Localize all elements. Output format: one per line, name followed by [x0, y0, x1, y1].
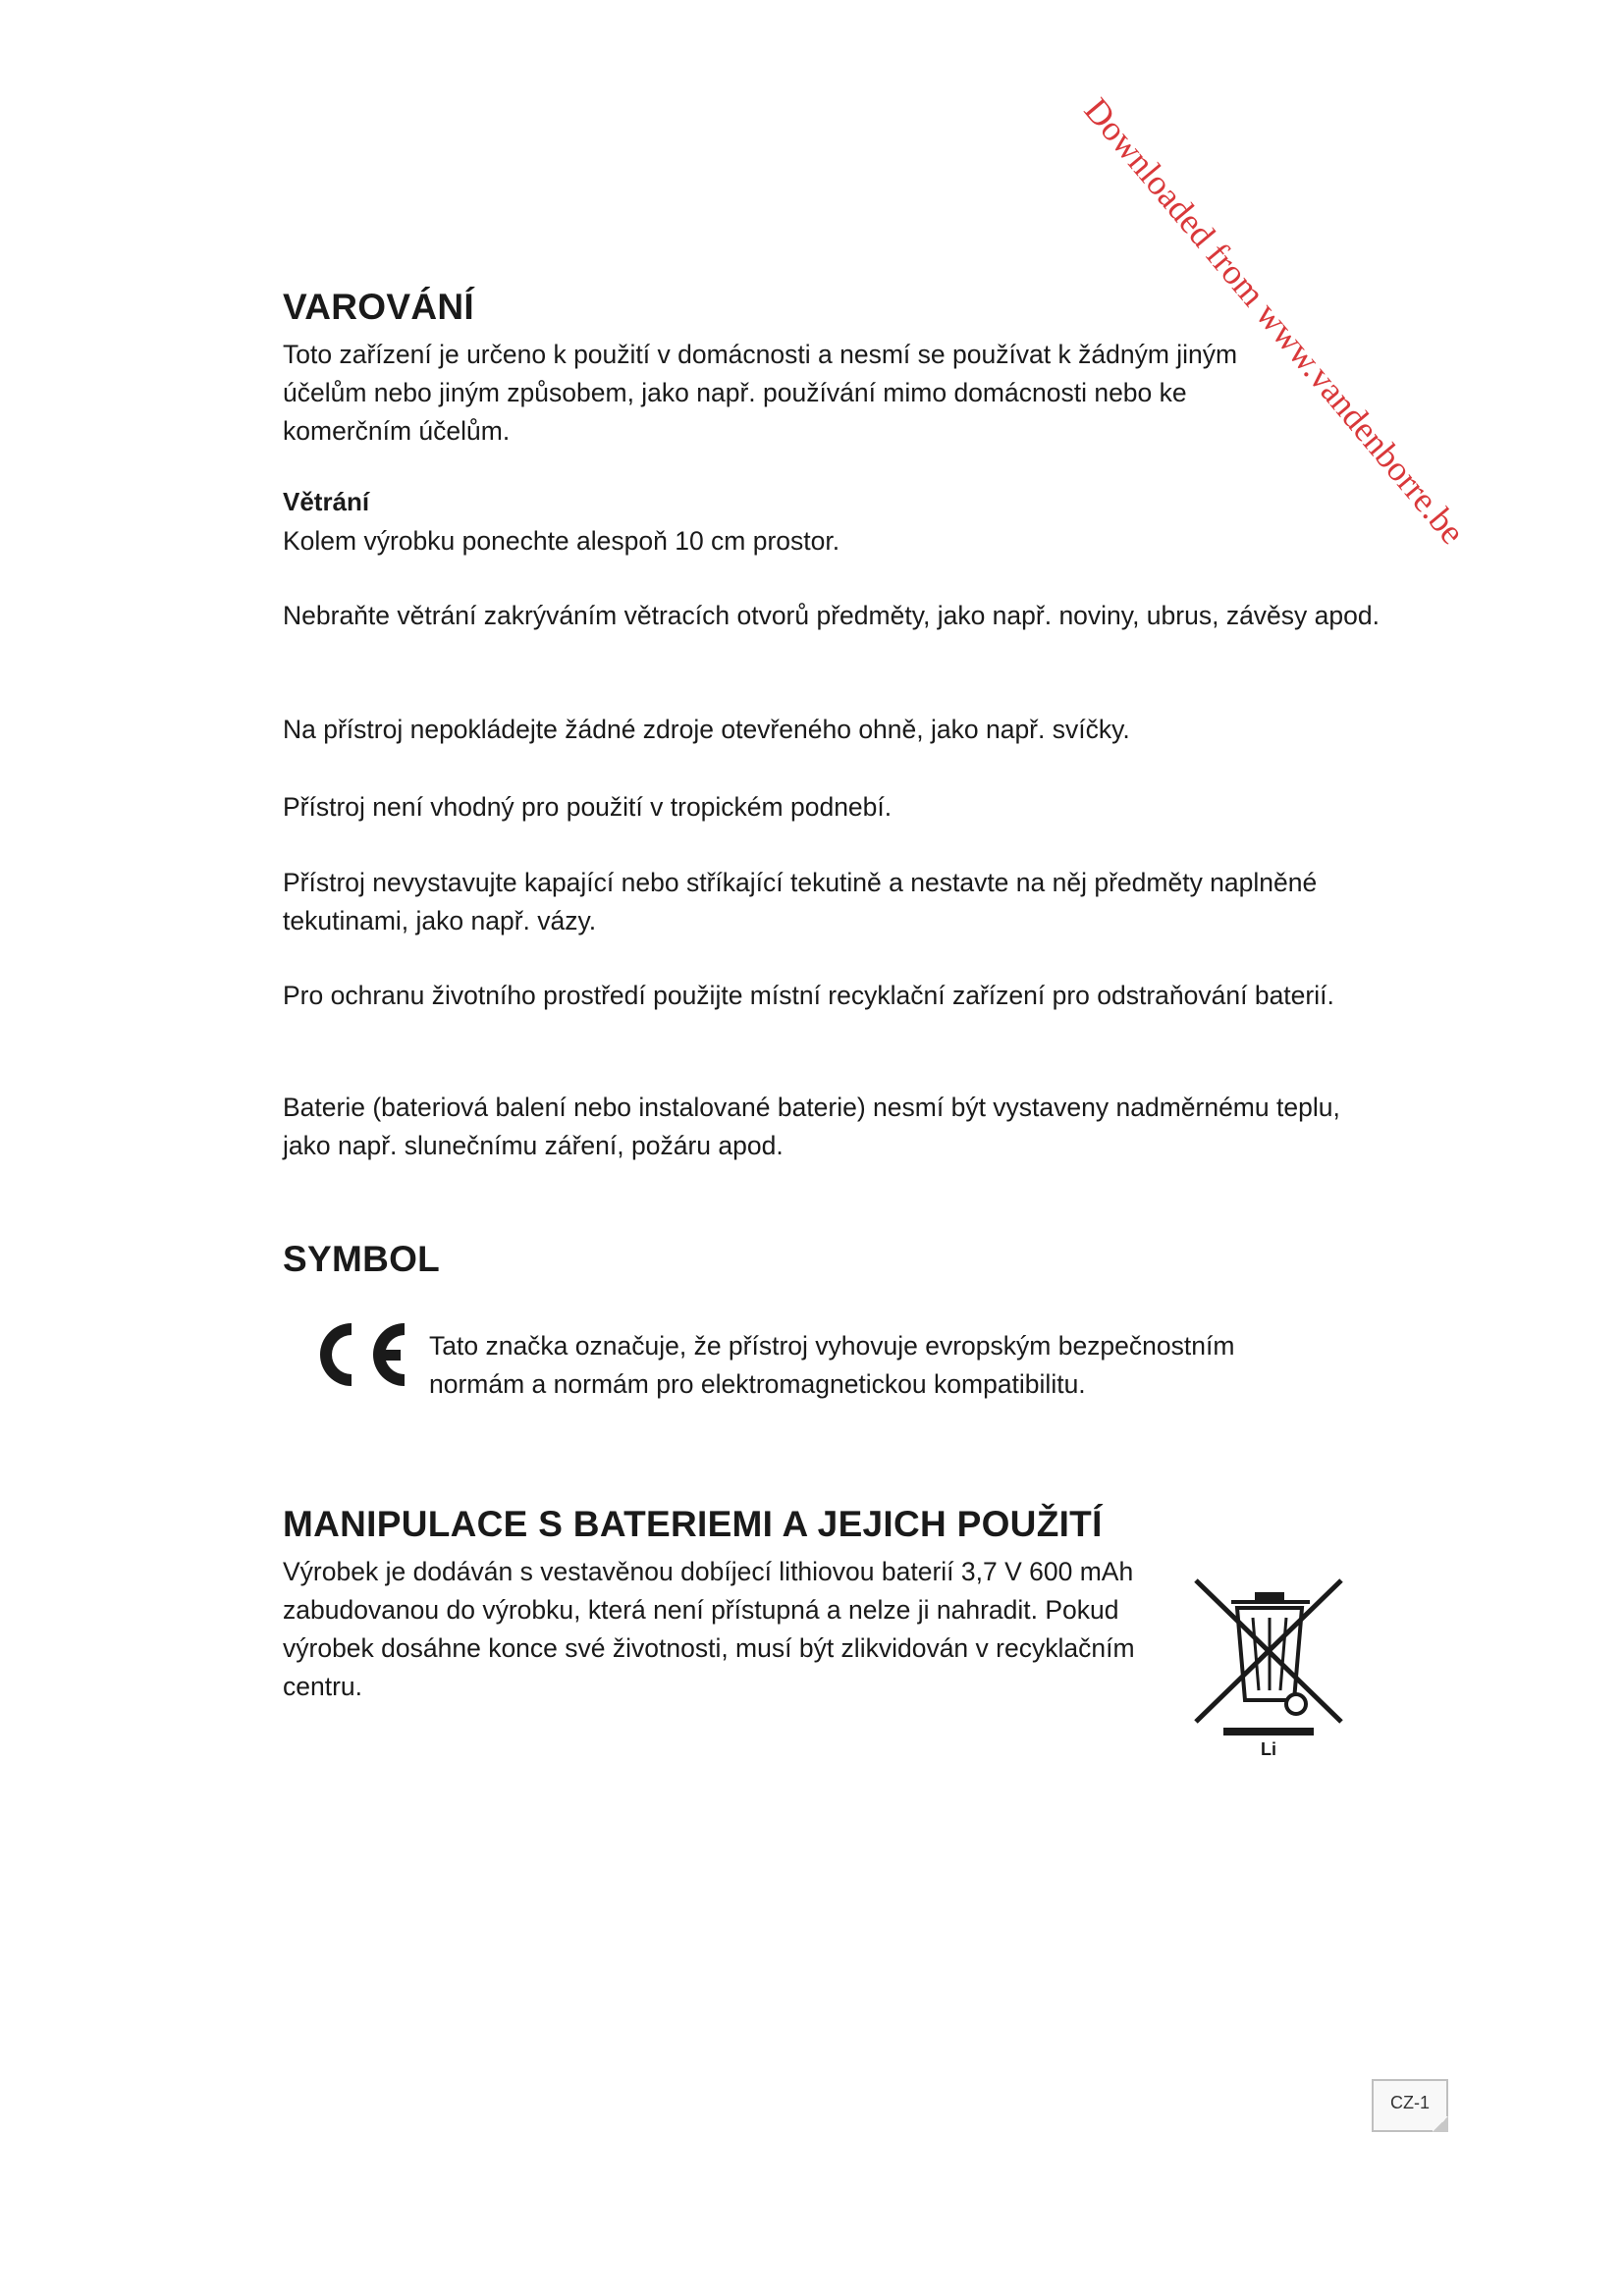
symbol-title: SYMBOL — [283, 1239, 441, 1279]
warning-paragraph: Na přístroj nepokládejte žádné zdroje otevřeného ohně, jako např. svíčky. — [283, 715, 1130, 744]
ce-description: Tato značka označuje, že přístroj vyhovuje evropským bezpečnostním normám a normám pro elektromagnetickou kompatibilitu. — [429, 1331, 1235, 1399]
battery-title: MANIPULACE S BATERIEMI A JEJICH POUŽITÍ — [283, 1504, 1103, 1544]
page-number: CZ-1 — [1390, 2093, 1430, 2112]
warning-paragraph: Nebraňte větrání zakrýváním větracích otvorů předměty, jako např. noviny, ubrus, závěsy apod. — [283, 601, 1380, 630]
warning-paragraph: Přístroj nevystavujte kapající nebo stříkající tekutině a nestavte na něj předměty naplněné tekutinami, jako např. vázy. — [283, 868, 1318, 935]
warning-intro: Toto zařízení je určeno k použití v domácnosti a nesmí se používat k žádným jiným účelům nebo jiným způsobem, jako např. používání mimo domácnosti nebo ke komerčním účelům. — [283, 340, 1238, 446]
ventilation-heading: Větrání — [283, 487, 370, 516]
crossed-out-bin-icon — [1190, 1573, 1347, 1759]
warning-paragraph: Pro ochranu životního prostředí použijte místní recyklační zařízení pro odstraňování baterií. — [283, 981, 1334, 1010]
warning-paragraph: Baterie (bateriová balení nebo instalované baterie) nesmí být vystaveny nadměrnému teplu, jako např. slunečnímu záření, požáru apod. — [283, 1093, 1340, 1160]
battery-description: Výrobek je dodáván s vestavěnou dobíjecí lithiovou baterií 3,7 V 600 mAh zabudovanou do výrobku, která není přístupná a nelze ji nahradit. Pokud výrobek dosáhne konce své životnosti, musí být zlikvidován v recyklačním centru. — [283, 1557, 1135, 1701]
page-fold — [1433, 2116, 1448, 2132]
warning-title: VAROVÁNÍ — [283, 287, 474, 327]
warning-paragraph: Přístroj není vhodný pro použití v tropickém podnebí. — [283, 792, 893, 822]
watermark-text: Downloaded from www.vandenborre.be — [1076, 90, 1473, 552]
page-number-tab — [1372, 2079, 1448, 2132]
warning-paragraph: Kolem výrobku ponechte alespoň 10 cm prostor. — [283, 526, 840, 556]
ce-mark-icon — [306, 1315, 412, 1394]
weee-label: Li — [1261, 1739, 1276, 1759]
